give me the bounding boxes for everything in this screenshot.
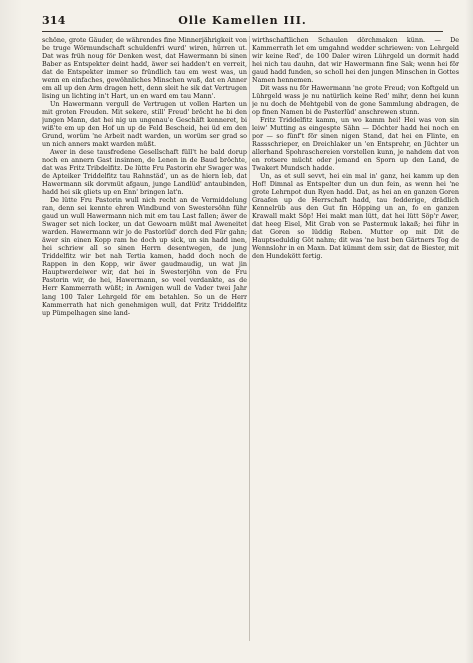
column-divider xyxy=(249,36,250,641)
paragraph: Un, as et sull sevvt, hei ein mal in' ganz, hei kamm up den Hof! Dimnal as Entspelter dun un dun fein, as wenn hei 'ne grote Lehrnpot dun Ryen hadd. Dat, as hei an en ganzen Goren Graafen up de Herrschaft hadd, tau fedderige, drädlich Kennelrüb aus den Gut fin Höpping un an, fo en ganzen Krawall makt Söp! Hei makt man lütt, dat hei lütt Söp'r Awer, dat heeg Eisel, Mit Grab von se Pastermuk lakaß; hei führ in dat Goren so lüddig Reben. Mutter op mit Dit de Hauptseduldig Göt nahm; dit was 'ne lust ben Gärtners Tog de Wennslohr in en Maxn. Dat kümmt dem ssir, dat de Biester, mit den Hundekött fertig. xyxy=(252,172,459,261)
page-gutter-shadow xyxy=(0,0,22,663)
paragraph: wirthschaftlichen Schaulen dörchmaken künn. — De Kammerrath let em umgahnd wedder schriewen: von Lehrgeld wir keine Red', de 100 Daler wiren Lührgeld un dormit hadd hei nich tau dauhn, dat wir Hawermann fine Sak; wenn hei för gaud hadd funden, so scholl hei den jungen Minschen in Gottes Namen hennemen. xyxy=(252,36,459,85)
paragraph: schöne, grote Gäuder, de währendes fine Minnerjährigkeit von be truge Wörmundschaft schuldenfri wurd' wiren, hürren ut. Dat was früh noug för Denken west, dat Hawermann bi sinen Baber as Entspekter deint hadd, äwer sei hadden't en verreit, dat de Entspekter immer so fründlich tau em west was, un wenn en einfaches, gewöhnliches Minschen wuß, dat en Anner em all up den Arm dragen hett, denn sleit he sik dat Vertrugen lising un lichting in't Hart, un en ward em tau Mann'. xyxy=(42,36,247,101)
page-edge-shadow xyxy=(465,0,473,663)
paragraph: De lütte Fru Pastorin wull nich recht an de Vermiddelung ran, denn sei kennte ehren Windbund von Swestersöhn führ gaud un wull Hawermann nich mit em tau Last fallen; äwer de Swager set nich locker, un dat Gewoarn müßt mal Aweneitet warden. Hawermann wir jo de Pastorlüd' dorch ded Für gahn; äwer sin einen Kopp ram he doch up sick, un sin hadd inen, hei schriew all so sinen Herrn desentwegen, de jung Triddelfitz wir bet nah Tertia kamen, hadd doch noch de Rappen in den Kopp, wir äwer gaudmaudig, un wat jin Hauptwerdeiwer wir, dat hei in Swesterjöhn von de Fru Pastorin wir, de hei, Hawermann, so veel verdankte, as de Herr Kammerrath wüßt; in Awnigen wull de Vader twei Jahr lang 100 Taler Lehrgeld för em betahlen. So un de Herr Kammerrath hat nich genehmigen wull, dat Fritz Triddelfitz up Pümpelhagen sine land- xyxy=(42,196,247,317)
header-rule xyxy=(42,31,443,32)
page-header xyxy=(42,14,443,30)
paragraph: Fritz Triddelfitz kamm, un wo kamm hei! Hei was von sin leiw' Mutting as eingespte Sähn — Döchter hadd hei noch en por — so fünf't för sinen nigen Stand, dat hei en Flinte, en Rassschrieper, en Dreichlaker un 'en Entsprehr, en Jüchter un allerhand Spohraschereien vorstellen kunn, je nahdem dat von en rotsere mücht oder jemand en Sporn up den Land, de Twakert Mundsch hadde. xyxy=(252,116,459,173)
paragraph: Awer in dese tausfredene Gesellschaft füll't he bald dorup noch en annern Gast insinnen, de Lenen in de Baud bröchte, dat was Fritz Tribdelfitz. De lütte Fru Pastorin ehr Swager was de Apteiker Triddelfitz tau Rahnstäd', un as de hiern leb, dat Hawermann sik dorvmüt afgaun, junge Landlüd' antaubinden, hadd hei sik gliets up en Enn' bringen lat'n. xyxy=(42,148,247,197)
left-column xyxy=(42,36,247,641)
running-head: Olle Kamellen III. xyxy=(178,14,307,27)
paragraph: Un Hawermann vergull de Vertrugen ut vollen Harten un mit groten Freuden. Mit sekere, still' Freud' bröcht he bi den jungen Mann, dat hei nig un ungenau'e Geschäft kenneret, bi wiß'te em up den Hof un up de Feld Bescheid, hei üd em den Grund, worüm 'ne Arbeit nadt warden, un worüm ser grad so un nich anners makt warden müßt. xyxy=(42,100,247,149)
page-number: 314 xyxy=(42,14,66,27)
right-column xyxy=(252,36,459,641)
paragraph: Dit wass nu för Hawermann 'ne grote Freud; von Koftgeld un Lührgeld wass je nu natürlich keine Red' mihr, denn hei kunn je nu doch de Mehtgebil von de gone Sammlung abdragen, de op finen Namen bi de Pasterlüd' anschrewen stunn. xyxy=(252,84,459,117)
